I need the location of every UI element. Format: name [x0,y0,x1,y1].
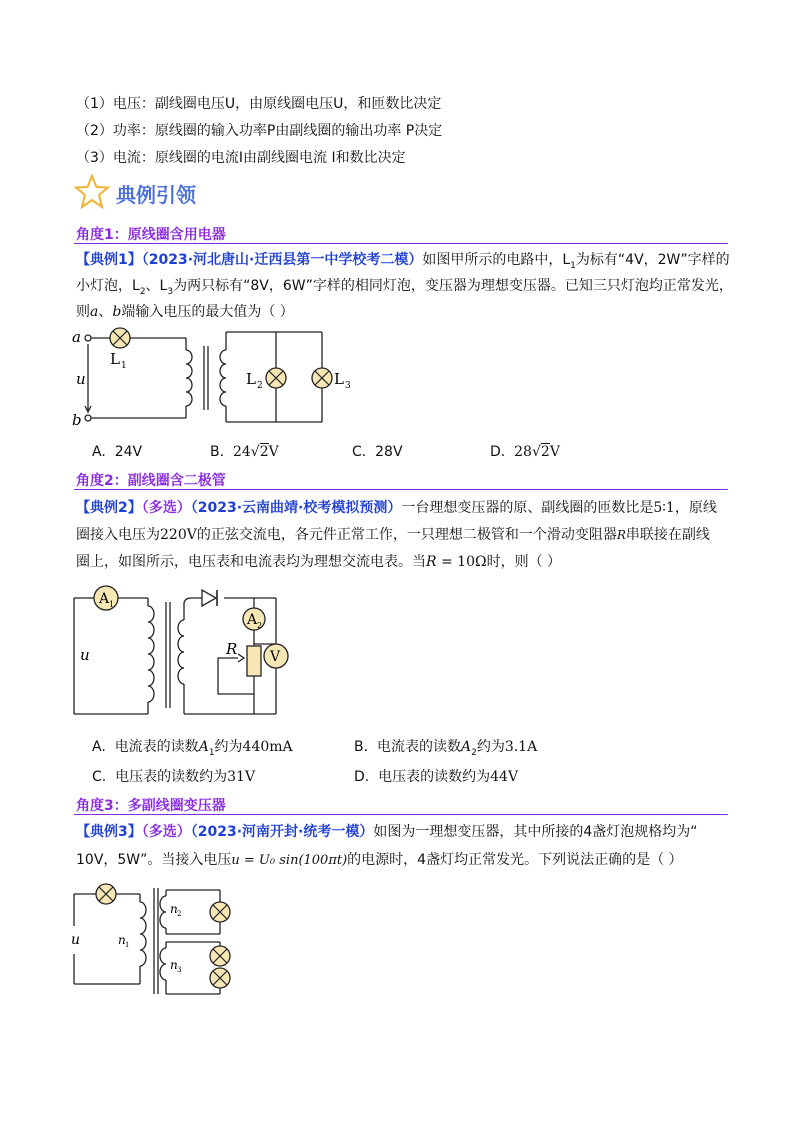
label-u: u [76,370,86,388]
option-sub: 2 [471,747,477,758]
example1-text: 为两只标有“8V，6W”字样的相同灯泡，变压器为理想变压器。已知三只灯泡均正常发光， [173,278,733,294]
rheostat-icon [247,646,261,676]
option-text: 约为 [214,739,243,755]
option-key: D. [490,444,506,460]
bulb-icon [210,946,230,966]
label-L: L [110,350,120,368]
option-value: 28V [375,444,403,460]
option-radicand: 2 [259,444,269,460]
label-b: b [72,411,82,429]
example1-line1 [76,250,730,276]
angle3-divider [74,814,728,815]
angle2-divider [74,489,728,490]
example1-line3 [76,302,294,322]
meter-letter: A [247,612,258,628]
example2-text: ，原线 [674,500,717,516]
example1-text: 、 [98,304,113,320]
example1-sub: 2 [139,286,146,297]
example1-line2 [76,276,733,302]
bulb-icon [210,902,230,922]
multi-select-tag: （多选） [141,500,191,516]
option-key: A. [92,739,106,755]
option-unit: V [549,444,560,460]
example1-sub: 3 [167,286,174,297]
example2-ratio: 5∶1 [653,500,675,516]
label-sub: 3 [177,966,182,974]
label-sub: 3 [345,381,351,391]
bulb-icon [266,368,286,388]
option-text: 电压表的读数约为 [378,769,491,785]
angle1-divider [74,243,728,244]
option-text: 电流表的读数 [376,739,461,755]
option-key: C. [92,769,107,785]
bulb-icon [210,968,230,988]
example2-text: 的正弦交流电，各元件正常工作，一只理想二极管和一个滑动变阻器 [196,527,617,543]
example2-source: （2023·云南曲靖·校考模拟预测） [190,500,402,516]
option-B[interactable]: B. 24√2V [210,444,279,460]
example3-source: （2023·河南开封·统考一模） [190,824,374,840]
option-value: 44V [490,769,519,785]
intro-line-1: （1）电压：副线圈电压U，由原线圈电压U，和匝数比决定 [76,96,442,112]
angle3-title: 角度3：多副线圈变压器 [76,798,226,814]
meter-sub: 2 [257,621,263,630]
example1-text: 端输入电压的最大值为（ ） [121,304,294,320]
option-value: 440mA [242,739,293,755]
example1-sub: 1 [570,260,576,271]
example1-source: （2023·河北唐山·迁西县第一中学校考二模） [141,252,423,268]
label-u: u [71,932,81,948]
angle2-title: 角度2：副线圈含二极管 [76,473,226,489]
example3-label: 【典例3】 [76,824,142,840]
option-value: 28 [514,444,532,460]
example3-line2 [76,850,683,871]
option-text: 电流表的读数 [114,739,199,755]
circuit-diagram-1 [68,322,358,434]
angle1-title: 角度1：原线圈含用电器 [76,227,226,243]
option-D[interactable]: D. 28√2V [490,444,560,460]
meter-letter: V [270,649,281,665]
option-C[interactable] [352,444,403,460]
example2-text: 串联接在副线 [625,527,710,543]
example1-text: 小灯泡，L [76,278,140,294]
example1-label: 【典例1】 [76,252,142,268]
label-sub: 1 [125,941,130,949]
label-u: u [80,646,90,664]
option-value: 24 [232,444,251,460]
diode-icon [202,590,217,606]
star-icon [74,174,114,210]
label-n: n [170,958,178,972]
bulb-icon [96,884,116,904]
example3-formula: u = U₀ sin(100πt) [231,853,348,868]
example1-text: 、L [145,278,168,294]
example2-label: 【典例2】 [76,500,142,516]
bulb-icon [312,368,332,388]
option-unit: V [268,444,279,460]
option-key: B. [210,444,225,460]
ammeter-A2-icon [243,608,265,630]
example3-line1 [76,822,698,842]
example2-text: 圈上，如图所示，电压表和电流表均为理想交流电表。当 [76,554,426,570]
label-n: n [118,933,126,947]
example2-eq: = 10Ω [436,554,487,570]
example2-var: R [616,528,626,542]
option-value: 3.1A [504,739,538,755]
example2-text: 圈接入电压为 [76,527,160,543]
ammeter-A1-icon [94,586,118,610]
option-B[interactable] [354,736,537,758]
label-sub: 2 [257,381,263,391]
circuit-diagram-2 [68,578,308,723]
option-radicand: 2 [540,444,550,460]
label-sub: 2 [177,910,182,918]
option-key: A. [92,444,106,460]
voltmeter-icon [264,644,288,668]
option-A[interactable] [92,444,142,460]
option-symbol: A [460,739,472,755]
example1-text: 为标有“4V，2W”字样的 [575,252,730,268]
example2-text: 一台理想变压器的原、副线圈的匝数比是 [401,500,654,516]
option-key: C. [352,444,367,460]
option-symbol: A [198,739,209,755]
label-L: L [246,370,256,388]
label-R: R [226,640,238,658]
meter-letter: A [99,591,110,607]
section-title: 典例引领 [116,183,196,207]
label-sub: 1 [121,361,127,371]
example3-text: 的电源时，4盏灯均正常发光。下列说法正确的是（ ） [347,852,683,868]
intro-line-2: （2）功率：原线圈的输入功率P由副线圈的输出功率 P决定 [76,123,443,139]
option-C[interactable] [92,766,255,786]
circuit-diagram-3 [68,876,248,1001]
example2-line2 [76,525,710,545]
example2-text: 时，则（ ） [486,554,562,570]
multi-select-tag: （多选） [141,824,191,840]
example1-var: a [90,304,99,320]
example2-line3 [76,552,561,572]
example1-var: b [112,304,122,320]
meter-sub: 1 [109,600,115,609]
example3-text: 10V，5W”。当接入电压 [76,852,232,868]
option-A[interactable] [92,736,293,758]
example2-voltage: 220V [160,527,197,543]
option-text: 电压表的读数约为 [115,769,228,785]
bulb-icon [110,328,130,348]
option-key: B. [354,739,369,755]
option-key: D. [354,769,370,785]
example1-text: 则 [76,304,90,320]
example3-text: 如图为一理想变压器，其中所接的4盏灯泡规格均为“ [373,824,698,840]
option-text: 约为 [476,739,505,755]
option-sub: 1 [208,747,215,758]
example1-text: 如图甲所示的电路中，L [422,252,571,268]
intro-line-3: （3）电流：原线圈的电流I由副线圈电流 I和数比决定 [76,150,406,166]
label-a: a [72,328,81,346]
example2-var: R [426,554,437,570]
option-value: 24V [114,444,143,460]
option-value: 31V [227,769,256,785]
label-n: n [170,902,178,916]
option-D[interactable] [354,766,518,786]
example2-line1 [76,498,717,518]
label-L: L [334,370,344,388]
